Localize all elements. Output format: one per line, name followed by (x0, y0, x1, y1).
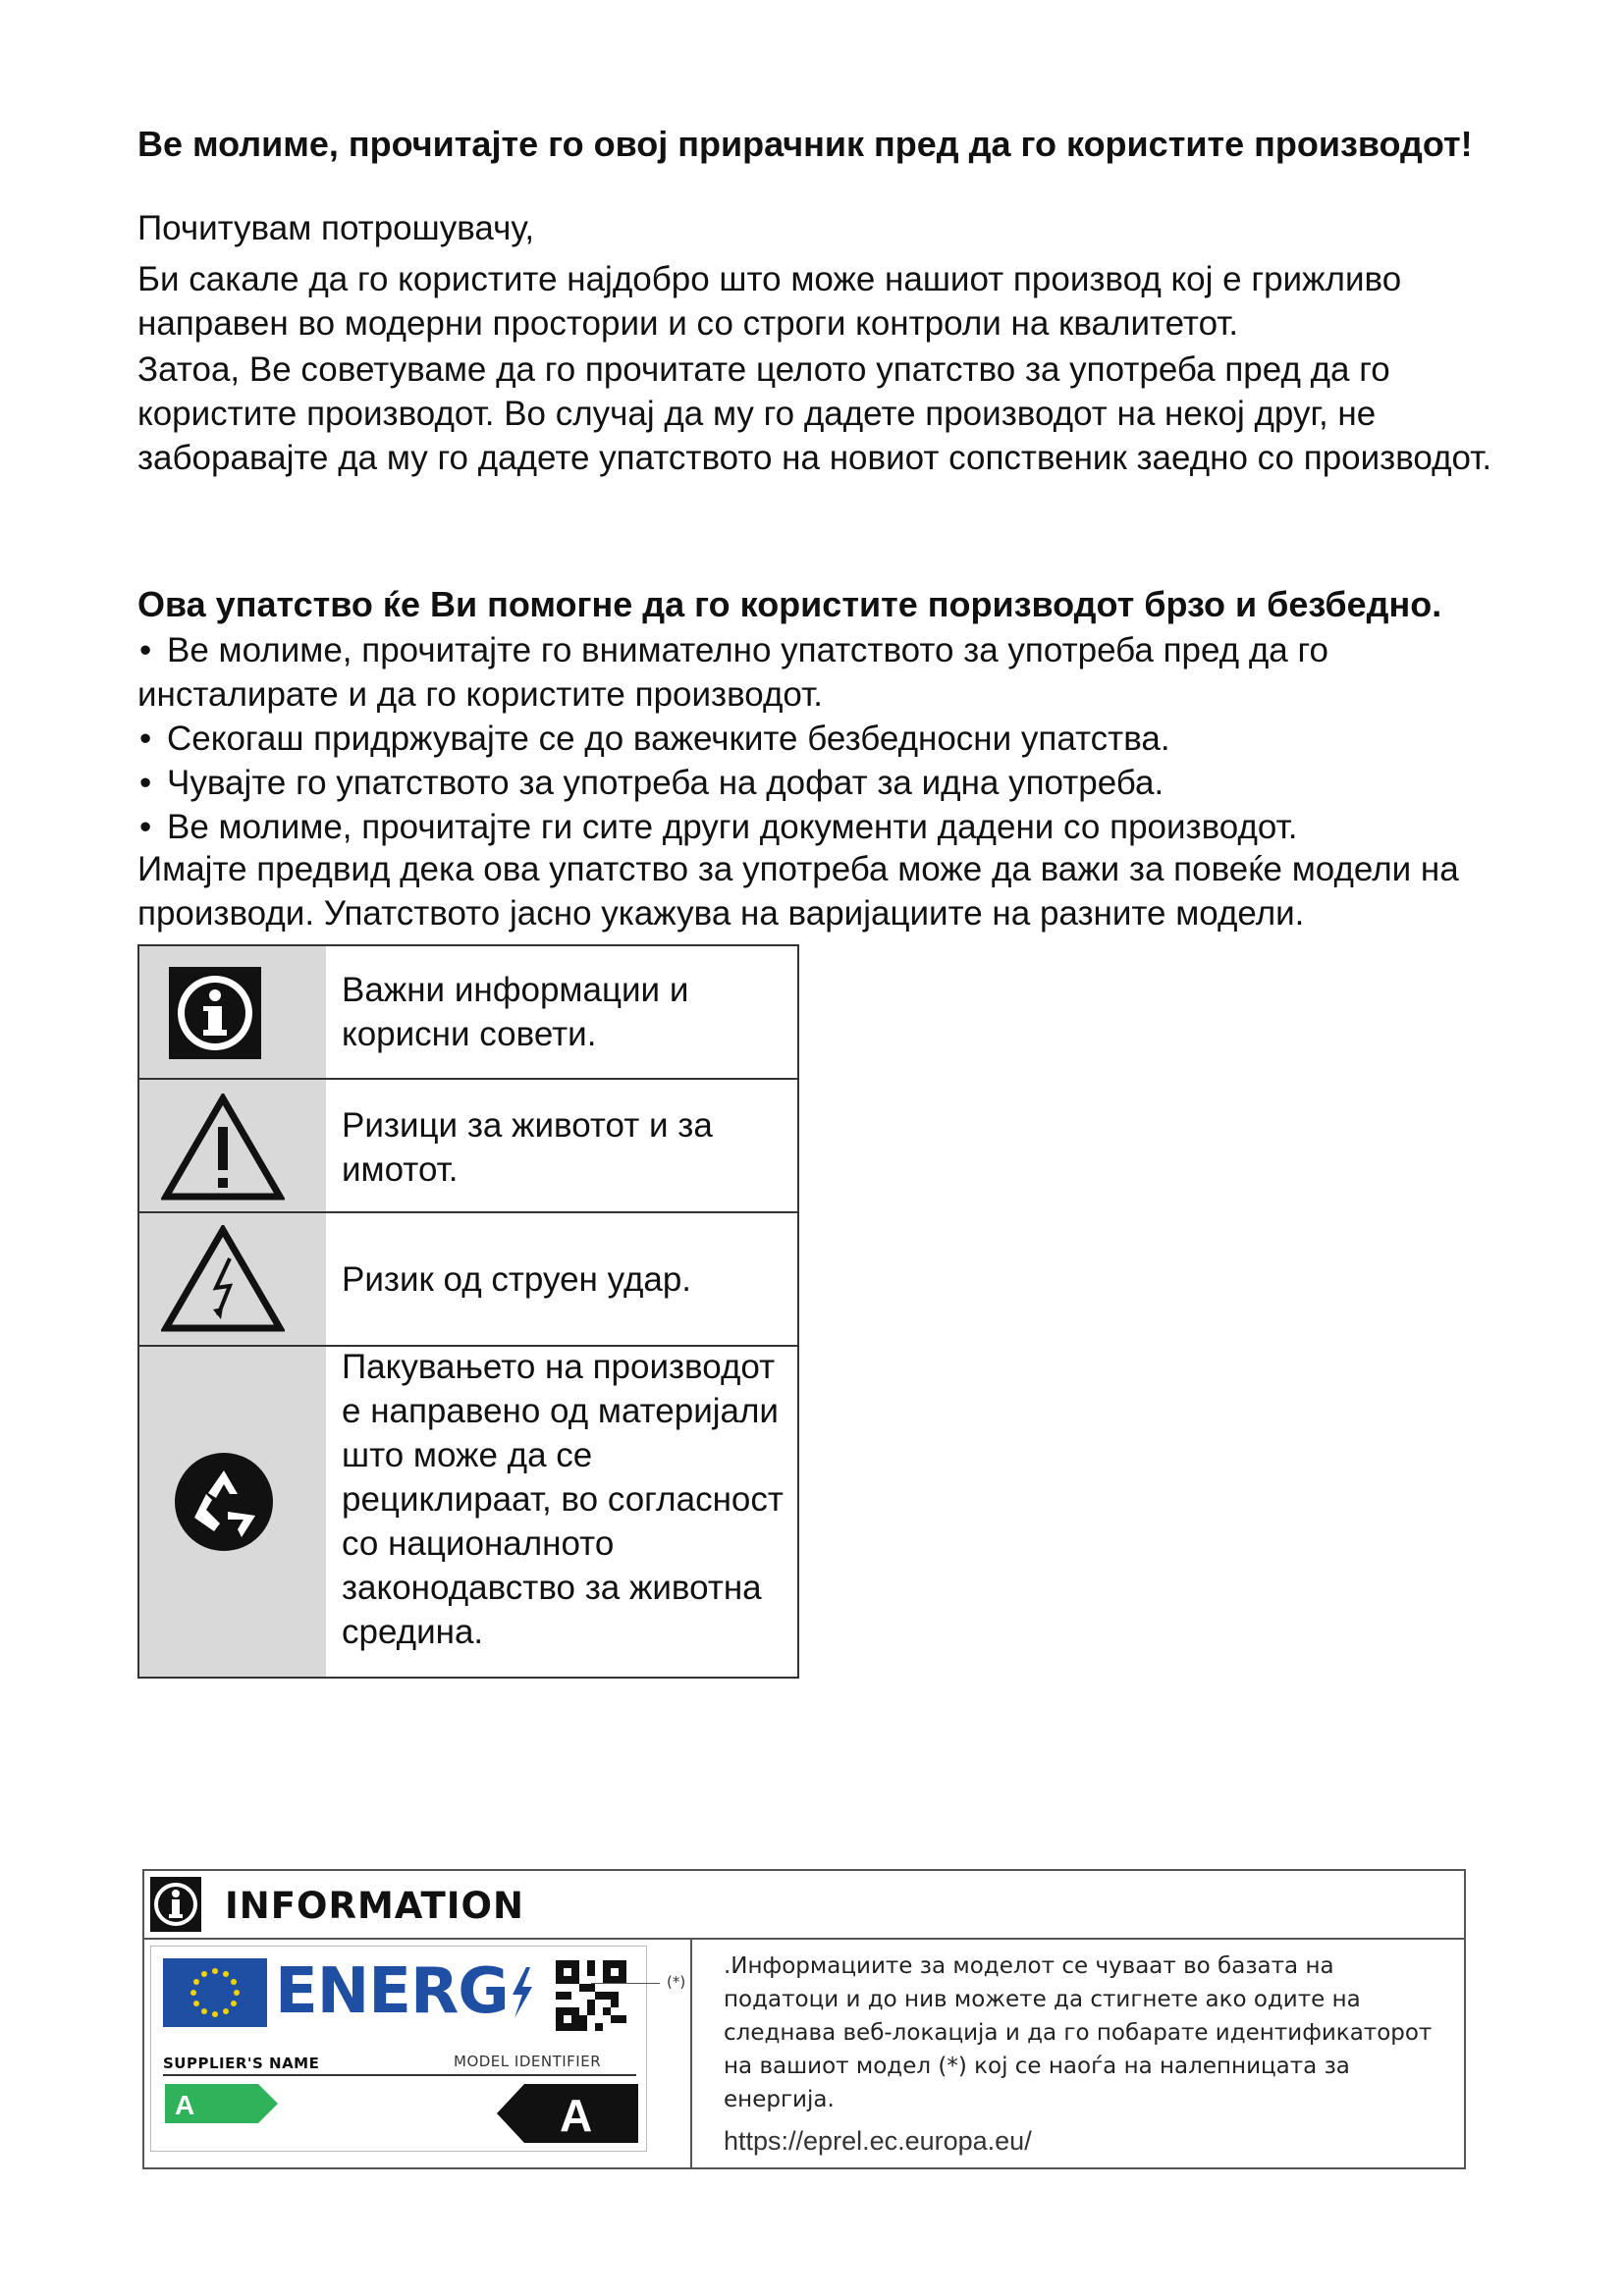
symbol-text: Пакувањето на производот е направено од материјали што може да се рециклираат, во согласност со националното законодавство за животна средина. (342, 1348, 784, 1651)
energy-class-green-letter: A (175, 2090, 195, 2120)
eu-flag-icon (163, 1958, 267, 2027)
energy-label-title: ENERG (275, 1952, 534, 2031)
model-variation-note: Имајте предвид дека ова упатство за употреба може да важи за повеќе модели на производи. Упатството јасно укажува на варијациите на разните модели. (137, 850, 1459, 933)
information-header (144, 1871, 1464, 1940)
symbol-text: Важни информации и корисни совети. (342, 971, 689, 1053)
guide-bullet-list (137, 628, 1532, 849)
guide-bullet: • Ве молиме, прочитајте ги сите други документи дадени со производот. (137, 805, 1532, 849)
recycle-icon (173, 1451, 275, 1553)
qr-code-icon (556, 1960, 626, 2031)
guide-bullet: • Секогаш придржувајте се до важечките безбедносни упатства. (137, 717, 1532, 761)
intro-heading: Ве молиме, прочитајте го овој прирачник пред да го користите производот! (137, 124, 1473, 164)
information-divider (690, 1940, 692, 2167)
lightning-icon (509, 1967, 534, 2018)
intro-paragraph-2: Затоа, Ве советуваме да го прочитате целото упатство за употреба пред да го користите производот. Во случај да му го дадете производот на некој друг, не заборавајте да му го дадете упатството на новиот сопственик заедно со производот. (137, 350, 1492, 477)
information-text: .Информациите за моделот се чуваат во базата на податоци и до нив можете да стигнете ако одите на следнава веб-локација и да го побарате идентификаторот на вашиот модел (*) кој се наоѓа на налепницата за енергија. (724, 1953, 1433, 2112)
energy-class-arrow-green (165, 2084, 278, 2123)
energy-class-black-letter: A (560, 2090, 593, 2141)
eprel-link[interactable]: https://eprel.ec.europa.eu/ (724, 2126, 1032, 2156)
energy-label (150, 1946, 647, 2152)
label-divider (163, 2074, 636, 2076)
energy-class-arrow-black (497, 2084, 638, 2143)
info-icon (150, 1877, 201, 1932)
warning-icon (161, 1094, 285, 1201)
information-title: INFORMATION (225, 1885, 524, 1927)
symbol-row-electric (139, 1213, 797, 1347)
supplier-name: SUPPLIER'S NAME (163, 2055, 320, 2072)
symbol-row-recycle (139, 1347, 797, 1677)
model-asterisk: (*) (667, 1973, 686, 1991)
guide-bullet: • Ве молиме, прочитајте го внимателно упатството за употреба пред да го инсталирате и да го користите производот. (137, 628, 1532, 717)
model-identifier: MODEL IDENTIFIER (454, 2053, 602, 2070)
guide-bullet: • Чувајте го упатството за употреба на дофат за идна употреба. (137, 761, 1532, 805)
greeting: Почитувам потрошувачу, (137, 209, 535, 247)
guide-heading: Ова упатство ќе Ви помогне да го користите пoризводот брзо и безбедно. (137, 584, 1442, 624)
symbol-row-warning (139, 1080, 797, 1213)
symbol-row-info (139, 946, 797, 1080)
electric-shock-icon (161, 1225, 285, 1333)
symbol-text: Ризик од струен удар. (342, 1260, 692, 1299)
symbols-table (137, 944, 799, 1679)
information-box (142, 1869, 1466, 2169)
info-icon (169, 967, 261, 1059)
model-pointer-line (591, 1983, 660, 1984)
symbol-text: Ризици за животот и за имотот. (342, 1106, 713, 1189)
intro-paragraph-1: Би сакале да го користите најдобро што може нашиот производ кој е грижливо направен во модерни простории и со строги контроли на квалитетот. (137, 260, 1402, 343)
